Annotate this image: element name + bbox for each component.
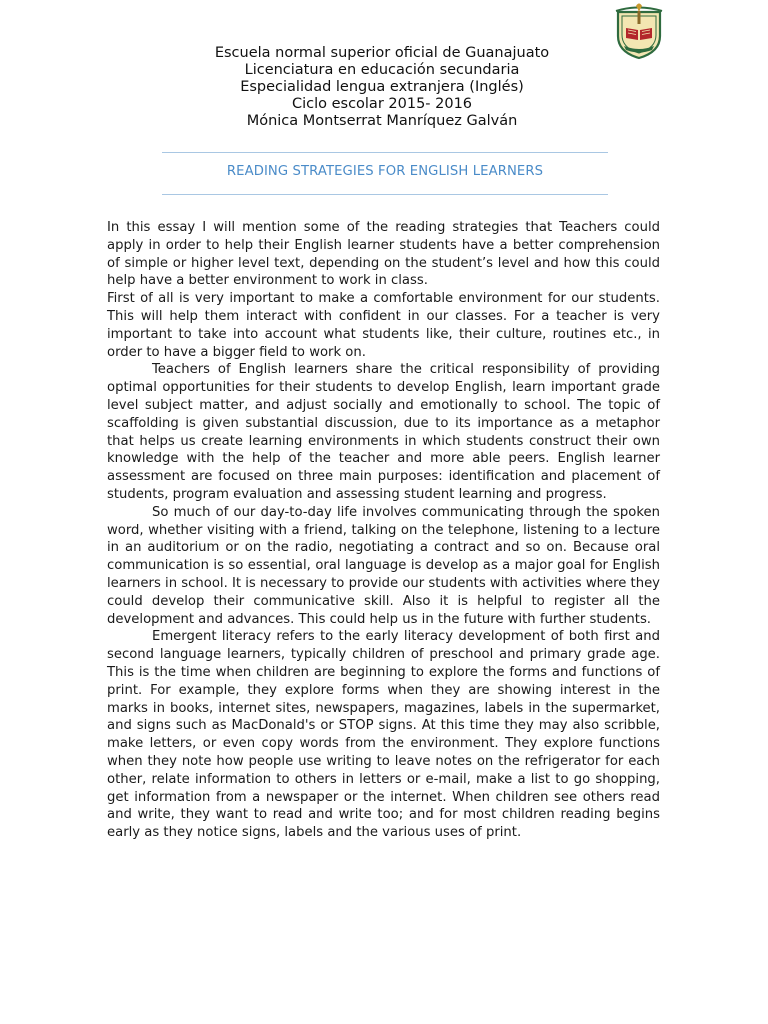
paragraph-2: First of all is very important to make a comfortable environment for our students. This will help them interact with confident in our classes. For a teacher is very important to take into account what students like, their culture, routines etc., in order to have a bigger field to work on. <box>107 291 660 360</box>
paragraph-3: Teachers of English learners share the critical responsibility of providing optimal opportunities for their students to develop English, learn important grade level subject matter, and adjust socially and emotionally to school. The topic of scaffolding is given substantial discussion, due to its importance as a metaphor that helps us create learning environments in which students construct their own knowledge with the help of the teacher and more able peers. English learner assessment are focused on three main purposes: identification and placement of students, program evaluation and assessing student learning and progress. <box>107 362 660 502</box>
paragraph-4: So much of our day-to-day life involves communicating through the spoken word, whether visiting with a friend, talking on the telephone, listening to a lecture in an auditorium or on the radio, negotiating a contract and so on. Because oral communication is so essential, oral language is develop as a major goal for English learners in school. It is necessary to provide our students with activities where they could develop their communicative skill. Also it is helpful to register all the development and advances. This could help us in the future with further students. <box>107 504 660 627</box>
title-rule-top <box>162 152 608 153</box>
essay-body <box>107 219 660 842</box>
paragraph-5: Emergent literacy refers to the early literacy development of both first and second language learners, typically children of preschool and primary grade age. This is the time when children are beginning to explore the forms and functions of print. For example, they explore forms when they are showing interest in the marks in books, internet sites, newspapers, magazines, labels in the supermarket, and signs such as MacDonald's or STOP signs. At this time they may also scribble, make letters, or even copy words from the environment. They explore functions when they note how people use writing to leave notes on the refrigerator for each other, relate information to others in letters or e-mail, make a list to go shopping, get information from a newspaper or the internet. When children see others read and write, they want to read and write too; and for most children reading begins early as they notice signs, labels and the various uses of print. <box>107 629 660 841</box>
document-header <box>110 45 654 130</box>
specialty: Especialidad lengua extranjera (Inglés) <box>240 79 524 95</box>
school-year: Ciclo escolar 2015- 2016 <box>291 96 473 112</box>
title-rule-bottom <box>162 194 608 195</box>
paragraph-1: In this essay I will mention some of the reading strategies that Teachers could apply in order to help their English learner students have a better comprehension of simple or higher level text, depending on the student’s level and how this could help have a better environment to work in class. <box>107 220 660 289</box>
school-name: Escuela normal superior oficial de Guanajuato <box>214 45 550 61</box>
document-title: READING STRATEGIES FOR ENGLISH LEARNERS <box>226 164 544 179</box>
degree-program: Licenciatura en educación secundaria <box>244 62 520 78</box>
author-name: Mónica Montserrat Manríquez Galván <box>246 113 518 129</box>
